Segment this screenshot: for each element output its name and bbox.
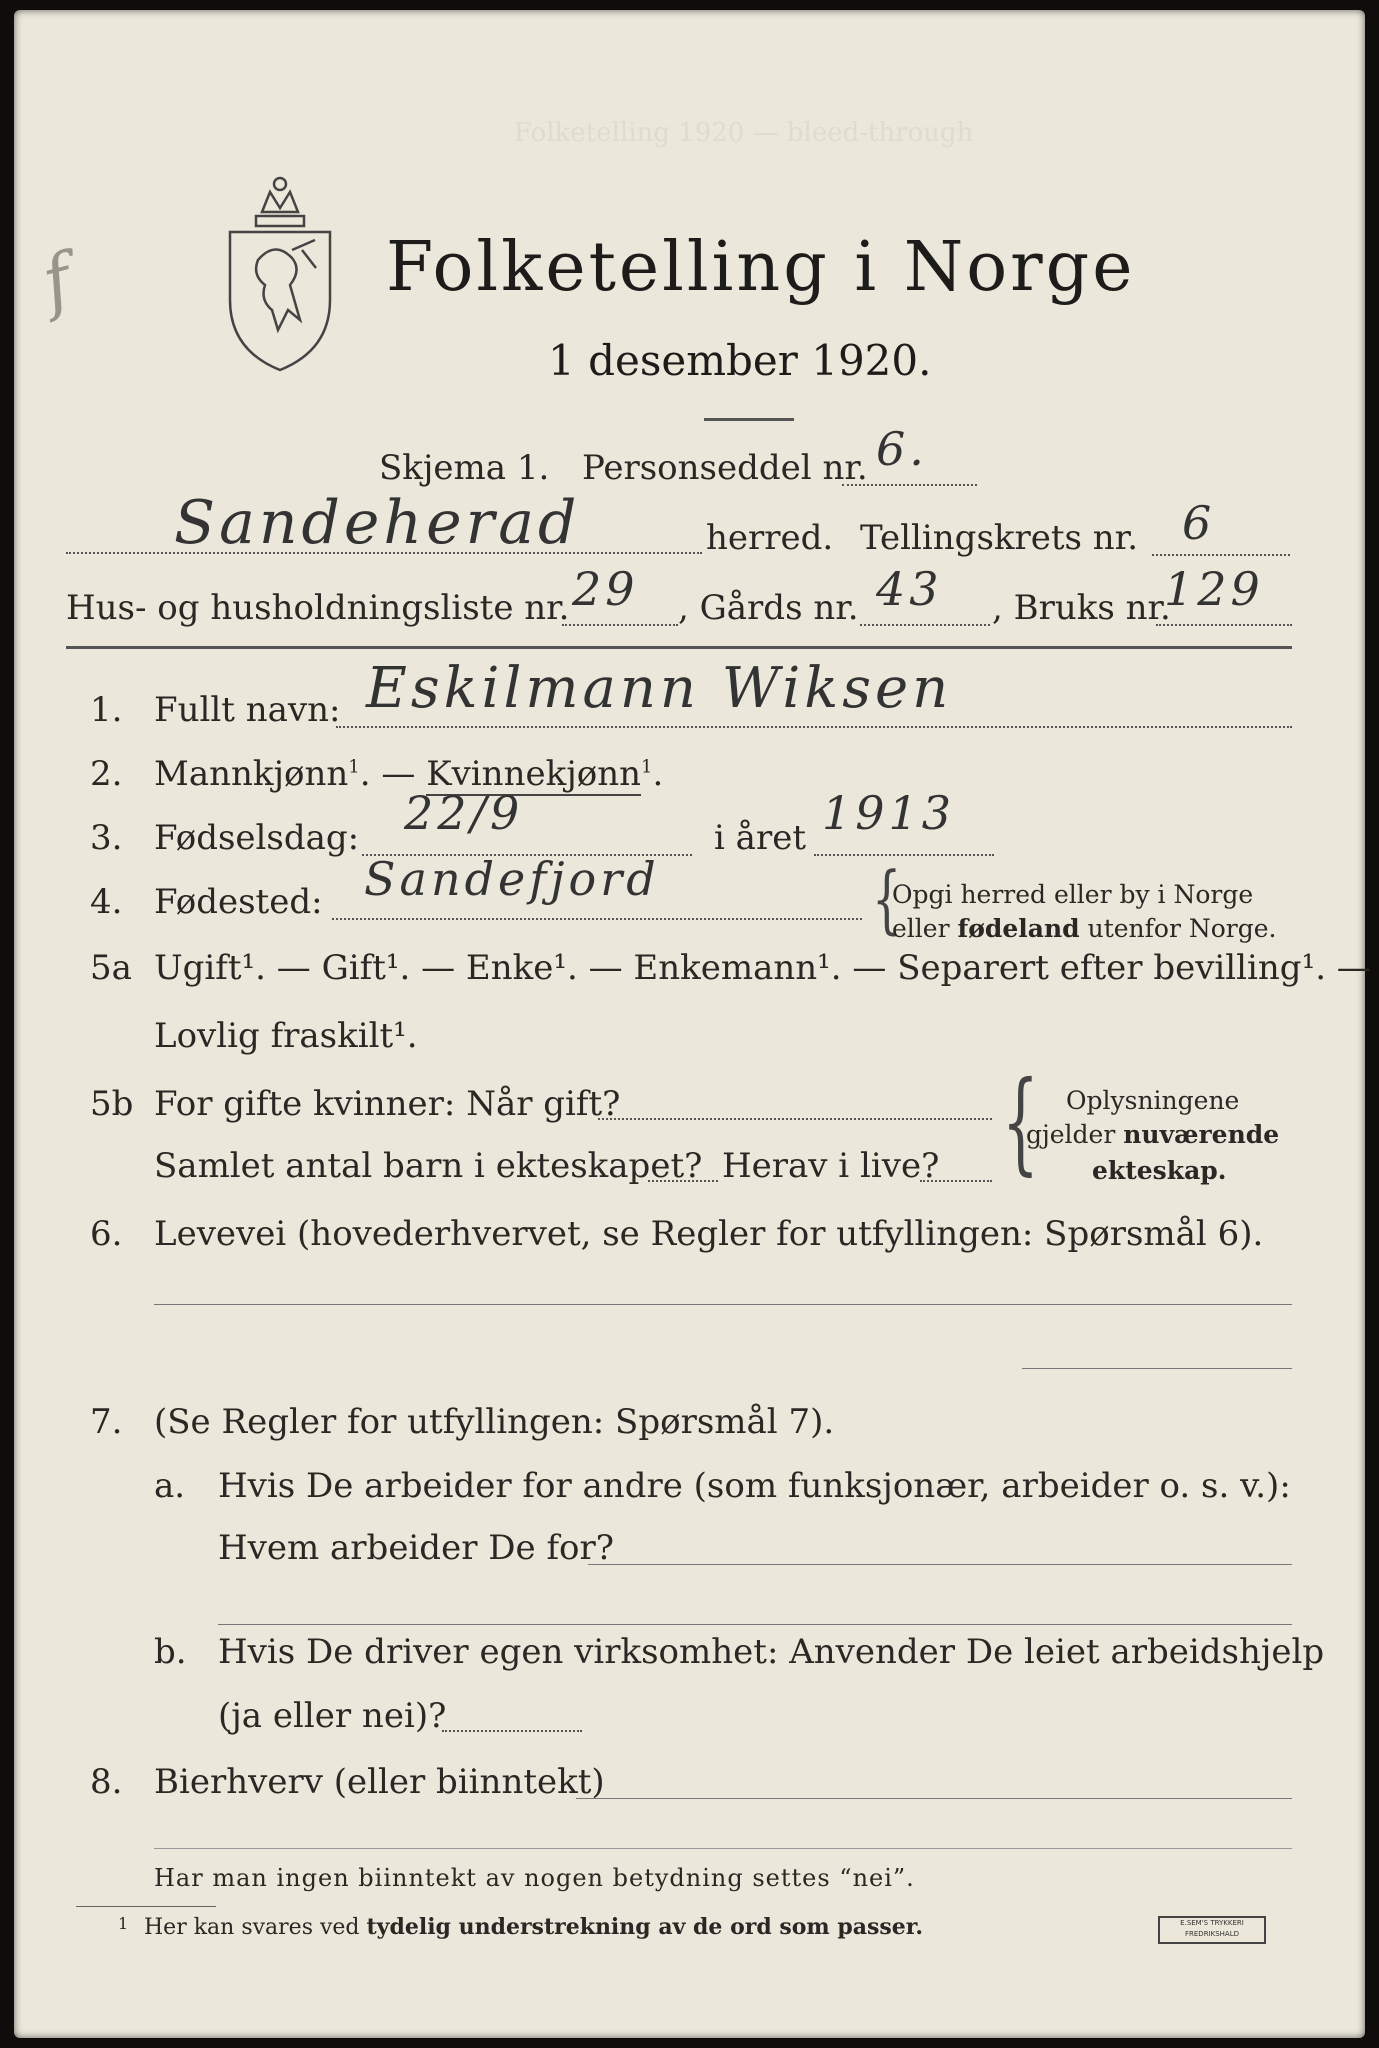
children-alive-label: Herav i live? [722, 1146, 940, 1186]
q5b-note-line1: Oplysningene [1066, 1086, 1240, 1115]
hus-label: Hus- og husholdningsliste nr. [66, 588, 570, 628]
census-form-sheet [14, 10, 1371, 2038]
q5b-number: 5b [90, 1084, 134, 1124]
employer-field[interactable] [588, 1564, 1292, 1565]
birthplace-label: Fødested: [154, 882, 323, 922]
herred-value[interactable]: Sandeherad [174, 488, 581, 558]
q4-brace: { [872, 855, 902, 943]
tellingskrets-value[interactable]: 6 [1182, 496, 1216, 550]
hired-help-field[interactable] [442, 1730, 582, 1732]
q7a-label: a. [154, 1466, 186, 1506]
gards-label: , Gårds nr. [678, 588, 859, 628]
employer-label: Hvem arbeider De for? [218, 1528, 614, 1568]
q5b-note-line3: ekteskap. [1092, 1156, 1227, 1185]
schema-label: Skjema 1. [379, 448, 550, 488]
marital-status-divorced[interactable]: Lovlig fraskilt¹. [154, 1016, 418, 1056]
option-mannkjonn[interactable]: Mannkjønn [154, 754, 349, 794]
gender-options: Mannkjønn$^1$. — Kvinnekjønn$^1$. [154, 754, 664, 794]
q5b-note-line2: gjelder nuværende [1026, 1120, 1280, 1149]
q4-note-line2: eller fødeland utenfor Norge. [892, 914, 1277, 943]
q4-number: 4. [90, 882, 123, 922]
q7b-text: Hvis De driver egen virksomhet: Anvender De leiet arbeidshjelp [218, 1632, 1325, 1672]
herred-label: herred. [706, 518, 834, 558]
q5b-brace: { [1002, 1057, 1039, 1187]
tellingskrets-label: Tellingskrets nr. [860, 518, 1139, 558]
birthdate-label: Fødselsdag: [154, 818, 360, 858]
census-date: 1 desember 1920. [548, 336, 932, 385]
norway-coat-of-arms-icon [220, 170, 340, 375]
personseddel-value[interactable]: 6. [876, 422, 928, 476]
q8-rule [154, 1848, 1292, 1849]
full-name-value[interactable]: Eskilmann Wiksen [366, 656, 953, 721]
q7b-label: b. [154, 1632, 187, 1672]
q2-number: 2. [90, 754, 123, 794]
q6-number: 6. [90, 1214, 123, 1254]
married-when-label: For gifte kvinner: Når gift? [154, 1084, 621, 1124]
bruks-label: , Bruks nr. [992, 588, 1171, 628]
birthdate-value[interactable]: 22/9 [404, 786, 524, 840]
full-name-label: Fullt navn: [154, 690, 341, 730]
no-income-note: Har man ingen biinntekt av nogen betydning settes “nei”. [154, 1864, 915, 1892]
marital-status-options[interactable]: Ugift¹. — Gift¹. — Enke¹. — Enkemann¹. — Separert efter bevilling¹. — [154, 948, 1371, 988]
hired-help-label: (ja eller nei)? [218, 1696, 447, 1736]
gards-value[interactable]: 43 [876, 562, 943, 616]
footnote-rule [76, 1906, 216, 1907]
occupation-label: Levevei (hovederhvervet, se Regler for utfyllingen: Spørsmål 6). [154, 1214, 1264, 1254]
title-divider [704, 418, 794, 421]
form-title: Folketelling i Norge [386, 228, 1136, 307]
q7a-text: Hvis De arbeider for andre (som funksjonær, arbeider o. s. v.): [218, 1466, 1291, 1506]
occupation-line-1[interactable] [154, 1304, 1292, 1305]
q5a-number: 5a [90, 948, 132, 988]
birth-year-value[interactable]: 1913 [822, 786, 956, 840]
employer-field-2[interactable] [218, 1624, 1292, 1625]
occupation-line-2[interactable] [1022, 1368, 1292, 1369]
bruks-value[interactable]: 129 [1164, 562, 1264, 616]
side-income-field[interactable] [576, 1798, 1292, 1799]
footnote-text: Her kan svares ved tydelig understrekning av de ord som passer. [144, 1914, 924, 1940]
bleed-through-text: Folketelling 1920 — bleed-through [514, 118, 974, 148]
q4-note-line1: Opgi herred eller by i Norge [892, 880, 1254, 909]
q1-number: 1. [90, 690, 123, 730]
option-kvinnekjonn-underlined[interactable]: Kvinnekjønn [426, 754, 641, 794]
hus-value[interactable]: 29 [572, 562, 639, 616]
side-income-label: Bierhverv (eller biinntekt) [154, 1762, 605, 1802]
birth-year-label: i året [714, 818, 806, 858]
header-rule [66, 646, 1292, 649]
birthplace-value[interactable]: Sandefjord [364, 852, 660, 906]
q7-number: 7. [90, 1402, 123, 1442]
q3-number: 3. [90, 818, 123, 858]
footnote-mark: 1 [118, 1914, 129, 1933]
personseddel-label: Personseddel nr. [582, 448, 868, 488]
printer-stamp: E.SEM'S TRYKKERI FREDRIKSHALD [1158, 1916, 1266, 1944]
children-total-label: Samlet antal barn i ekteskapet? [154, 1146, 703, 1186]
q7-text: (Se Regler for utfyllingen: Spørsmål 7). [154, 1402, 835, 1442]
q8-number: 8. [90, 1762, 123, 1802]
pencil-marginalia: f [33, 238, 81, 324]
